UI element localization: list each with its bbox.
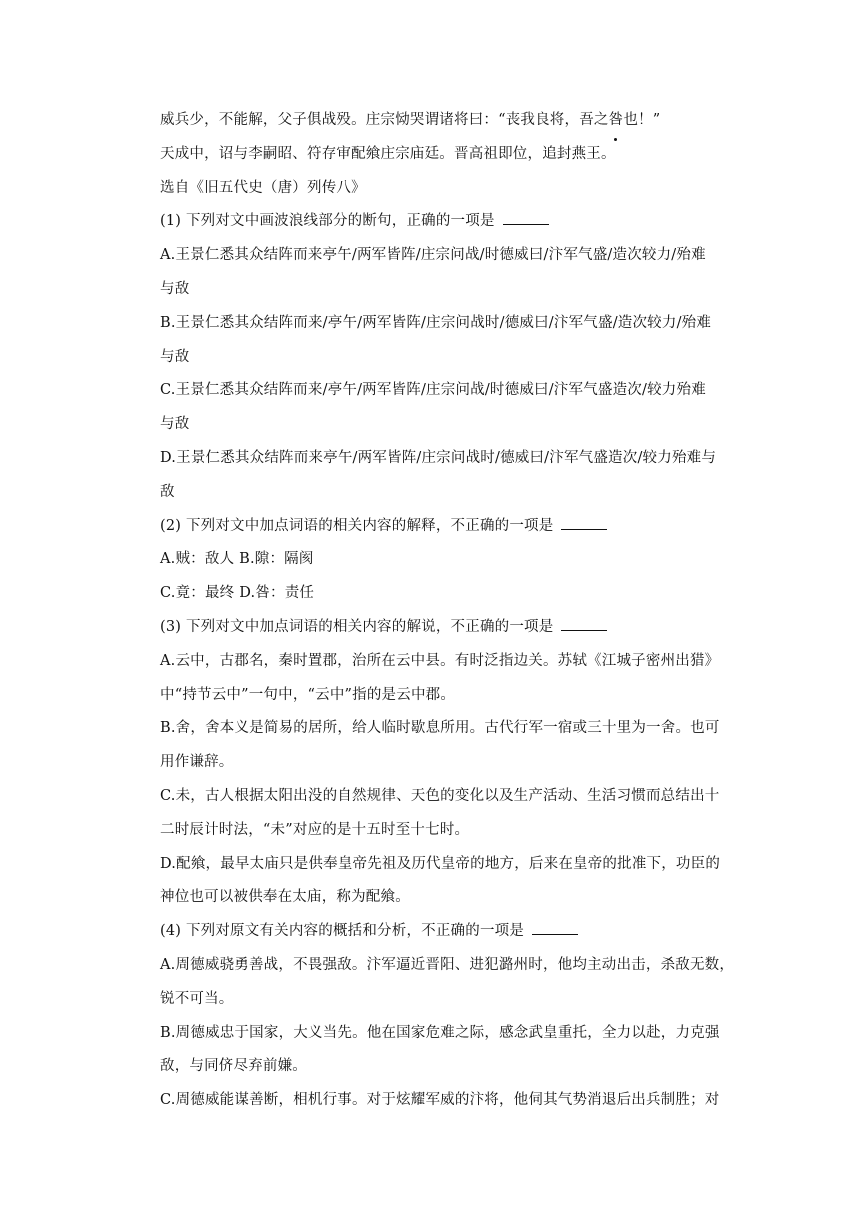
option-line: A.周德威骁勇善战，不畏强敌。汴军逼近晋阳、进犯潞州时，他均主动出击，杀敌无数， (160, 956, 735, 973)
option-line: C.王景仁悉其众结阵而来/亭午/两军皆阵/庄宗问战/时德威曰/汴军气盛造次/较力殆难 (160, 382, 706, 399)
option-line: D.配飨，最早太庙只是供奉皇帝先祖及历代皇帝的地方，后来在皇帝的批准下，功臣的 (160, 855, 721, 872)
option-line: 二时辰计时法，“未”对应的是十五时至十七时。 (160, 821, 470, 838)
option-line: A.贼：敌人 B.隙：隔阂 (160, 551, 314, 568)
option-line: 中“持节云中”一句中，“云中”指的是云中郡。 (160, 686, 456, 703)
document-page (160, 104, 740, 1118)
question-4-text: (4) 下列对原文有关内容的概括和分析，不正确的一项是 (160, 923, 525, 940)
answer-blank-2[interactable] (561, 515, 607, 530)
option-line: B.舍，舍本义是简易的居所，给人临时歇息所用。古代行军一宿或三十里为一舍。也可 (160, 720, 720, 737)
answer-blank-4[interactable] (532, 920, 578, 935)
text-line-1-main: 威兵少，不能解，父子俱战殁。庄宗恸哭谓诸将曰：“丧我良将，吾之 (160, 112, 609, 128)
dotted-character: 咎 (609, 104, 624, 138)
question-3-stem (160, 611, 740, 645)
question-1-text: (1) 下列对文中画波浪线部分的断句，正确的一项是 (160, 213, 495, 230)
option-line: 与敌 (160, 280, 190, 297)
question-1-stem (160, 205, 740, 239)
answer-blank-1[interactable] (503, 210, 549, 225)
option-line: 神位也可以被供奉在太庙，称为配飨。 (160, 889, 410, 906)
answer-blank-3[interactable] (561, 616, 607, 631)
option-line: 敌 (160, 483, 175, 500)
text-line-1-tail: 也！” (623, 112, 661, 128)
option-line: 敌，与同侪尽弃前嫌。 (160, 1058, 307, 1075)
question-2-text: (2) 下列对文中加点词语的相关内容的解释，不正确的一项是 (160, 517, 554, 534)
question-2-stem (160, 510, 740, 544)
option-line: 锐不可当。 (160, 990, 234, 1007)
option-line: 与敌 (160, 416, 190, 433)
option-line: C.竟：最终 D.咎：责任 (160, 585, 315, 602)
source-citation: 选自《旧五代史（唐）列传八》 (160, 179, 366, 196)
option-line: C.周德威能谋善断，相机行事。对于炫耀军威的汴将，他伺其气势消退后出兵制胜；对 (160, 1092, 720, 1109)
option-line: A.王景仁悉其众结阵而来亭午/两军皆阵/庄宗问战/时德威曰/汴军气盛/造次较力/殆难 (160, 247, 706, 264)
text-line: 天成中，诏与李嗣昭、符存审配飨庄宗庙廷。晋高祖即位，追封燕王。 (160, 145, 616, 162)
option-line: D.王景仁悉其众结阵而来亭午/两军皆阵/庄宗问战时/德威曰/汴军气盛造次/较力殆难与 (160, 449, 717, 466)
option-line: A.云中，古郡名，秦时置郡，治所在云中县。有时泛指边关。苏轼《江城子密州出猎》 (160, 652, 720, 669)
option-line: B.王景仁悉其众结阵而来/亭午/两军皆阵/庄宗问战时/德威曰/汴军气盛/造次较力/殆难 (160, 314, 712, 331)
option-line: C.未，古人根据太阳出没的自然规律、天色的变化以及生产活动、生活习惯而总结出十 (160, 787, 720, 804)
option-line: 用作谦辞。 (160, 754, 234, 771)
option-line: B.周德威忠于国家，大义当先。他在国家危难之际，感念武皇重托，全力以赴，力克强 (160, 1024, 720, 1041)
text-line-1 (160, 104, 740, 138)
question-4-stem (160, 915, 740, 949)
question-3-text: (3) 下列对文中加点词语的相关内容的解说，不正确的一项是 (160, 618, 554, 635)
option-line: 与敌 (160, 348, 190, 365)
